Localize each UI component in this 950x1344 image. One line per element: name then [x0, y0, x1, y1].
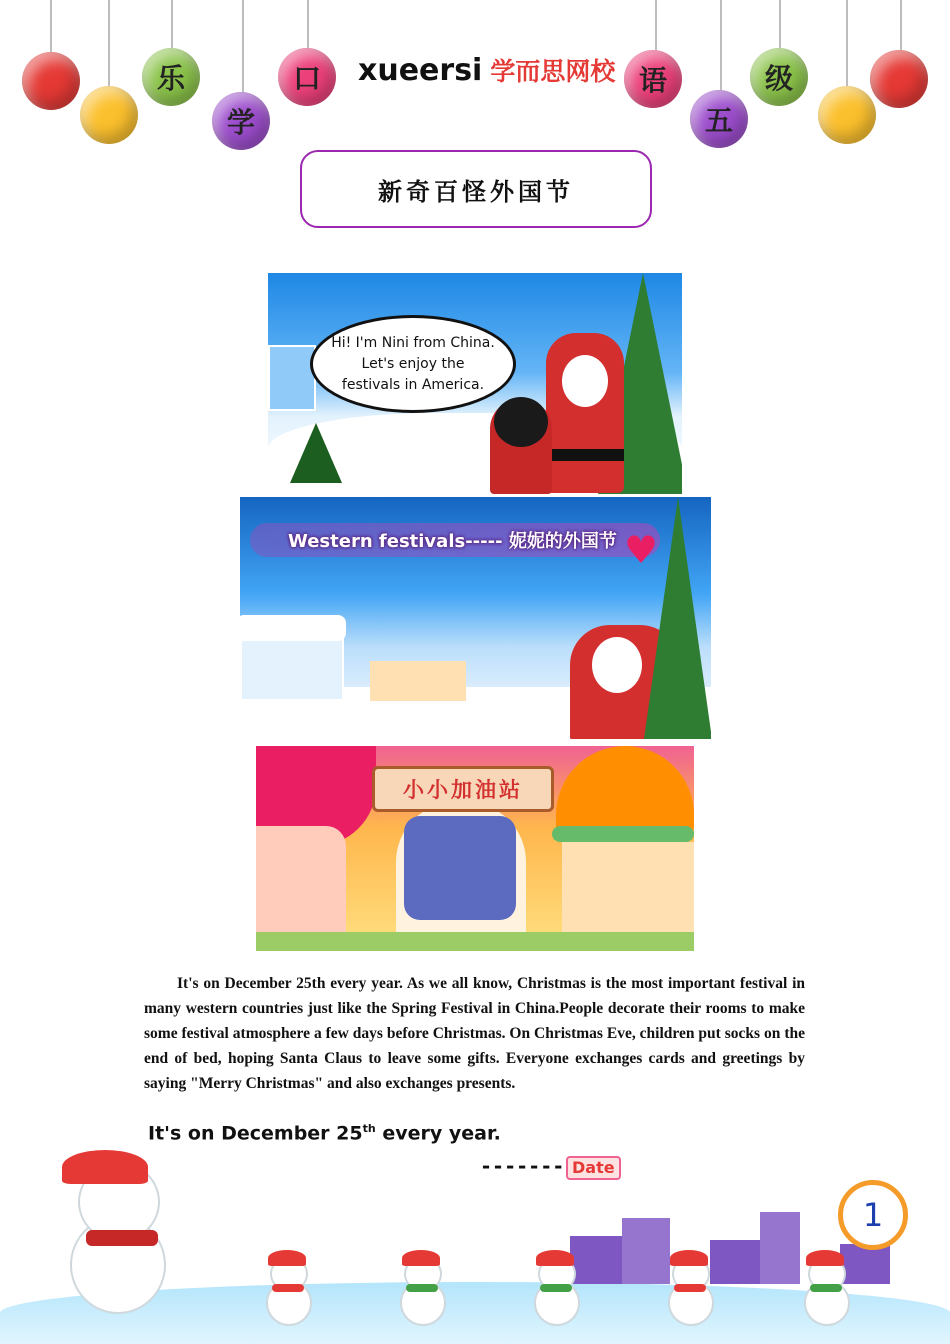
santa-face [592, 637, 642, 693]
scene-nini-santa [268, 273, 682, 494]
speech-bubble [310, 315, 516, 413]
key-sentence-sup: th [362, 1122, 376, 1135]
speech-text: Hi! I'm Nini from China. Let's enjoy the festivals in America. [331, 334, 495, 393]
burger-house [556, 746, 694, 836]
page-number: 1 [838, 1180, 908, 1250]
snowman [800, 1250, 850, 1322]
ornament-ball [870, 50, 928, 108]
ornament-char-4: 语 [624, 50, 682, 108]
snowman [396, 1250, 446, 1322]
santa-belt [546, 449, 624, 461]
snowman [664, 1250, 714, 1322]
date-label: Date [566, 1156, 621, 1180]
snowman [530, 1250, 580, 1322]
mushroom-stem [256, 826, 346, 936]
house-left-roof [240, 615, 346, 641]
station-sign: 小小加油站 [372, 766, 554, 812]
ornament-char-6: 级 [750, 48, 808, 106]
burger-lettuce [552, 826, 694, 842]
ornament-char-5: 五 [690, 90, 748, 148]
banner-title: Western festivals----- 妮妮的外国节 [288, 531, 617, 552]
brand-latin: xueersi [358, 53, 483, 88]
ornament-char-1: 乐 [142, 48, 200, 106]
ornament-ball [818, 86, 876, 144]
tree-large [644, 497, 711, 739]
snowman [262, 1250, 312, 1322]
key-sentence-suffix: every year. [375, 1122, 501, 1145]
nini-head [494, 397, 548, 447]
house-left [240, 633, 344, 701]
scene-western-festivals [240, 497, 711, 739]
ornament-ball [22, 52, 80, 110]
burger-base [562, 842, 694, 936]
ornament-ball [80, 86, 138, 144]
ornament-char-3: 口 [278, 48, 336, 106]
brand-cn: 学而思网校 [490, 57, 616, 86]
body-paragraph: It's on December 25th every year. As we all know, Christmas is the most important festival in many western countries just like the Spring Festival in China.People decorate their rooms to make some festival atmosphere a few days before Christmas. On Christmas Eve, children put socks on the end of bed, hoping Santa Claus to leave some gifts. Everyone exchanges cards and greetings by saying "Merry Christmas" and also exchanges presents. [144, 975, 805, 1092]
dash-line: ------- [480, 1154, 565, 1178]
ornament-char-2: 学 [212, 92, 270, 150]
snowman-large [56, 1150, 176, 1310]
house [268, 345, 316, 411]
brand-logo [358, 52, 615, 88]
grass [256, 932, 694, 951]
tree-small [290, 423, 342, 483]
page-title: 新奇百怪外国节 [300, 150, 652, 228]
santa-face [562, 355, 608, 407]
station-door [404, 816, 516, 920]
scene-gas-station [256, 746, 694, 951]
key-sentence-prefix: It's on December 25 [148, 1122, 363, 1145]
key-sentence [148, 1122, 501, 1144]
heart-icon: ♥ [624, 528, 659, 572]
house-right [370, 661, 466, 701]
